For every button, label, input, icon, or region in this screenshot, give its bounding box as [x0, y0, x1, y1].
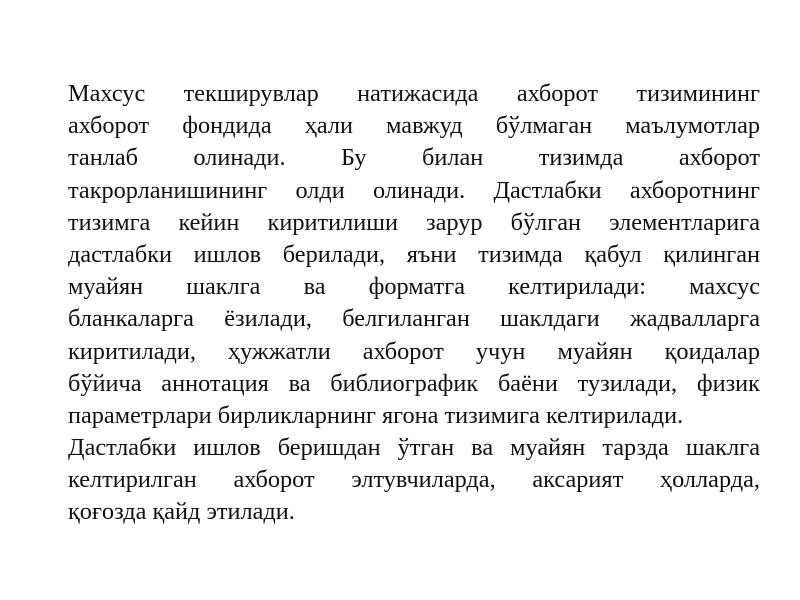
paragraph-text: [68, 78, 760, 529]
text-line: параметрлари бирликларнинг ягона тизимига келтирилади.: [68, 401, 684, 429]
text-line: тизимга кейин киритилиши зарур бўлган элементларига: [68, 208, 760, 236]
text-line: бланкаларга ёзилади, белгиланган шаклдаги жадвалларга: [68, 305, 760, 333]
text-line: қоғозда қайд этилади.: [68, 498, 295, 526]
text-line: Махсус текширувлар натижасида ахборот тизимининг: [68, 80, 760, 107]
text-line: такрорланишининг олди олинади. Дастлабки ахборотнинг: [68, 176, 760, 204]
text-line: муайян шаклга ва форматга келтирилади: махсус: [68, 273, 760, 301]
text-line: бўйича аннотация ва библиографик баёни тузилади, физик: [68, 369, 760, 397]
text-line: киритилади, ҳужжатли ахборот учун муайян қоидалар: [68, 337, 760, 365]
text-line: Дастлабки ишлов беришдан ўтган ва муайян тарзда шаклга: [68, 434, 760, 462]
text-line: ахборот фондида ҳали мавжуд бўлмаган маълумотлар: [68, 112, 760, 140]
text-line: келтирилган ахборот элтувчиларда, аксарият ҳолларда,: [68, 466, 760, 494]
text-line: дастлабки ишлов берилади, яъни тизимда қабул қилинган: [68, 240, 760, 268]
text-line: танлаб олинади. Бу билан тизимда ахборот: [68, 144, 760, 172]
